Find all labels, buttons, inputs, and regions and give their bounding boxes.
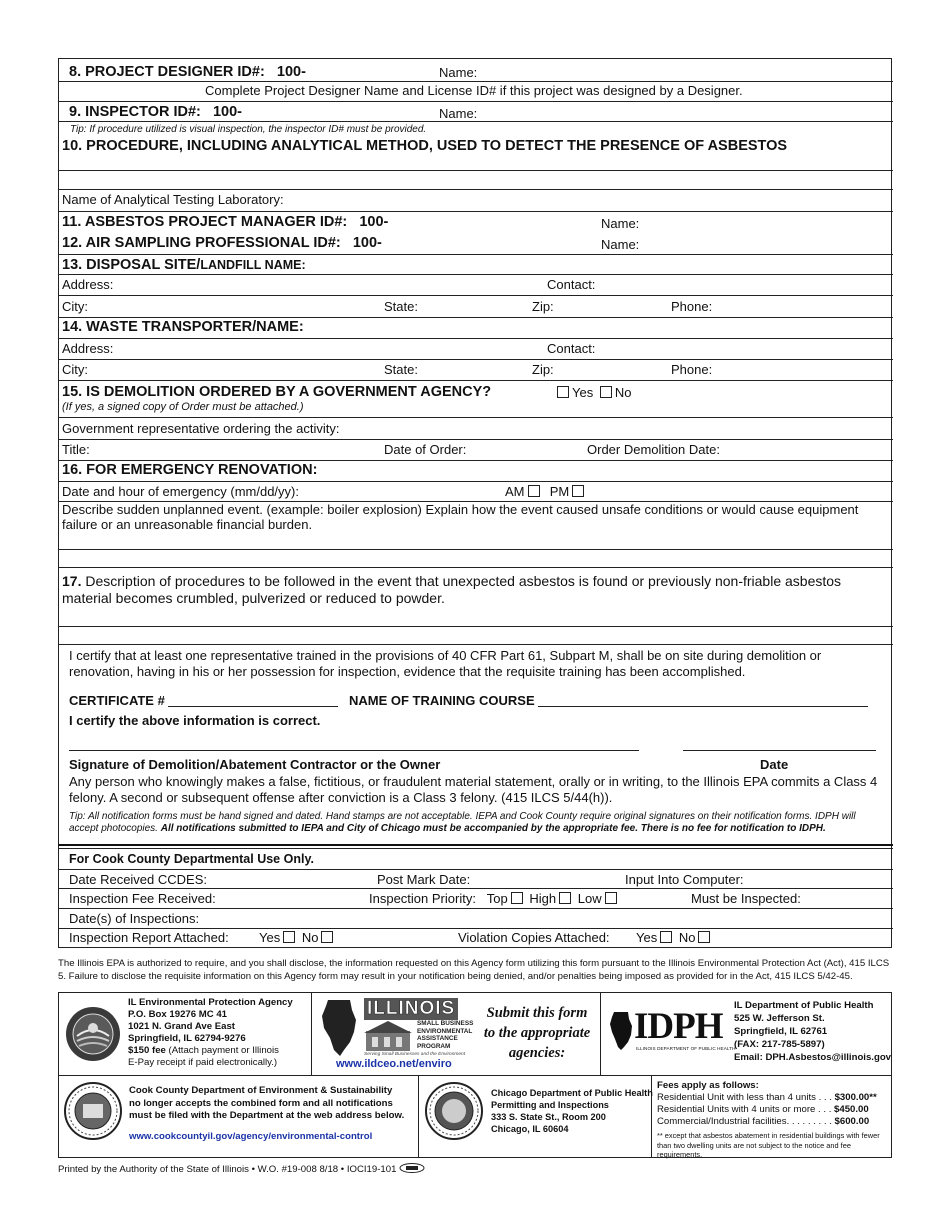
sbeap-link[interactable]: www.ildceo.net/enviro: [336, 1058, 452, 1070]
transporter-state: State:: [384, 362, 418, 377]
disposal-contact: Contact:: [547, 277, 596, 292]
dates-inspections-label: Date(s) of Inspections:: [69, 911, 200, 926]
union-bug-icon: [399, 1163, 425, 1173]
training-course-label: NAME OF TRAINING COURSE: [349, 693, 868, 708]
cook-county-seal-icon: [64, 1082, 122, 1140]
sbeap-logo-text: SMALL BUSINESS ENVIRONMENTAL ASSISTANCE PROGRAM: [417, 1020, 474, 1050]
transporter-zip: Zip:: [532, 362, 554, 377]
air-sampling-label: 12. AIR SAMPLING PROFESSIONAL ID#: 100-: [62, 235, 382, 251]
demolition-ordered-label: 15. IS DEMOLITION ORDERED BY A GOVERNMENT AGENCY?: [62, 384, 492, 400]
post-mark-label: Post Mark Date:: [377, 872, 471, 887]
inspector-tip: Tip: If procedure utilized is visual inspection, the inspector ID# must be provided.: [70, 124, 427, 135]
inspector-id-label: 9. INSPECTOR ID#: 100-: [69, 104, 242, 120]
certify-training-text: I certify that at least one representative trained in the provisions of 40 CFR Part 61, Subpart M, shall be on site during demolition or renovation, having in his or her possession for inspection, evidence that the requisite training has been accomplished.: [69, 648, 822, 679]
building-icon: [364, 1021, 414, 1053]
lab-label: Name of Analytical Testing Laboratory:: [62, 192, 284, 207]
fees-footnote: ** except that asbestos abatement in residential buildings with fewer than two dwelling units are not subject to the notice and fee requirements.: [657, 1131, 880, 1159]
project-manager-name: Name:: [601, 216, 640, 231]
disposal-city: City:: [62, 299, 88, 314]
gov-rep-label: Government representative ordering the activity:: [62, 421, 340, 436]
violation-no-checkbox[interactable]: [698, 931, 710, 943]
iepa-address: IL Environmental Protection Agency P.O. Box 19276 MC 41 1021 N. Grand Ave East Springfield, IL 62794-9276 $150 fee (Attach payment or Illinois E-Pay receipt if paid electronically.): [128, 997, 293, 1068]
date-of-order-label: Date of Order:: [384, 442, 467, 457]
transporter-contact: Contact:: [547, 341, 596, 356]
fees-list: Fees apply as follows: Residential Unit with less than 4 units . . . $300.00** Residential Units with 4 units or more . . . $450.00 Commercial/Industrial facilities. . . . . . . . . $600.00: [657, 1080, 877, 1127]
emergency-renovation-label: 16. FOR EMERGENCY RENOVATION:: [62, 462, 318, 478]
inspector-name-label: Name:: [439, 106, 478, 121]
disposal-phone: Phone:: [671, 299, 713, 314]
demolition-ordered-note: (If yes, a signed copy of Order must be attached.): [62, 401, 304, 413]
certify-correct-text: I certify the above information is correct.: [69, 713, 321, 728]
transporter-city: City:: [62, 362, 88, 377]
disposal-site-label: 13. DISPOSAL SITE/LANDFILL NAME:: [62, 257, 306, 273]
transporter-phone: Phone:: [671, 362, 713, 377]
fee-received-label: Inspection Fee Received:: [69, 891, 216, 906]
emergency-date-label: Date and hour of emergency (mm/dd/yy):: [62, 484, 299, 499]
violation-yes-checkbox[interactable]: [660, 931, 672, 943]
disposal-zip: Zip:: [532, 299, 554, 314]
am-pm-options: AM PM: [505, 484, 587, 499]
no-checkbox[interactable]: [600, 386, 612, 398]
disposal-state: State:: [384, 299, 418, 314]
report-attached-options: Yes No: [259, 930, 336, 945]
felony-warning: Any person who knowingly makes a false, fictitious, or fraudulent material statement, orally or in writing, to the Illinois EPA commits a Class 4 felony. A second or subsequent offense after conviction is a Class 3 felony. (415 ILCS 5/44(h)).: [69, 774, 878, 805]
top-checkbox[interactable]: [511, 892, 523, 904]
am-checkbox[interactable]: [528, 485, 540, 497]
date-label: Date: [760, 757, 789, 772]
sbeap-tagline: Serving Small Businesses and the Environment: [364, 1052, 466, 1057]
chicago-seal-icon: [425, 1082, 483, 1140]
date-received-label: Date Received CCDES:: [69, 872, 207, 887]
signature-tip: Tip: All notification forms must be hand signed and dated. Hand stamps are not acceptable. IEPA and Cook County require original signatures on their notification forms. IDPH will accept photocopies. All notifications submitted to IEPA and City of Chicago must be accompanied by the appropriate fee. There is no fee for notification to IDPH.: [69, 811, 856, 834]
report-yes-checkbox[interactable]: [283, 931, 295, 943]
waste-transporter-label: 14. WASTE TRANSPORTER/NAME:: [62, 319, 304, 335]
unexpected-asbestos-text: 17. Description of procedures to be followed in the event that unexpected asbestos is found or previously non-friable asbestos material becomes crumbled, pulverized or reduced to powder.: [62, 573, 842, 606]
sbeap-logo-title: ILLINOIS: [364, 998, 458, 1020]
demolition-ordered-options: Yes No: [554, 385, 631, 400]
designer-name-label: Name:: [439, 65, 478, 80]
high-checkbox[interactable]: [559, 892, 571, 904]
illinois-state-icon: [320, 998, 362, 1058]
chicago-address: Chicago Department of Public Health Permitting and Inspections 333 S. State St., Room 200 Chicago, IL 60604: [491, 1088, 653, 1134]
certificate-number-field[interactable]: [168, 695, 338, 707]
procedure-heading: 10. PROCEDURE, INCLUDING ANALYTICAL METHOD, USED TO DETECT THE PRESENCE OF ASBESTOS: [62, 138, 788, 154]
print-authority-footer: Printed by the Authority of the State of Illinois • W.O. #19-008 8/18 • IOCI19-101: [58, 1163, 425, 1175]
report-attached-label: Inspection Report Attached:: [69, 930, 229, 945]
idph-logo-subtitle: ILLINOIS DEPARTMENT OF PUBLIC HEALTH: [636, 1046, 736, 1051]
submit-message: Submit this form to the appropriate agencies:: [483, 1005, 591, 1061]
violation-copies-label: Violation Copies Attached:: [458, 930, 610, 945]
disposal-address: Address:: [62, 277, 114, 292]
pm-checkbox[interactable]: [572, 485, 584, 497]
idph-address: IL Department of Public Health 525 W. Jefferson St. Springfield, IL 62761 (FAX: 217-785-5897) Email: DPH.Asbestos@illinois.gov: [734, 1000, 892, 1063]
cook-county-text: Cook County Department of Environment & Sustainability no longer accepts the combined form and all notifications must be filed with the Department at the web address below.: [129, 1085, 405, 1121]
idph-logo: IDPH: [634, 1006, 723, 1047]
inspection-priority-group: Inspection Priority: Top High Low: [369, 891, 620, 906]
order-demolition-date-label: Order Demolition Date:: [587, 442, 720, 457]
disclosure-text: The Illinois EPA is authorized to require, and you shall disclose, the information requested on this Agency form utilizing this form pursuant to the Illinois Environmental Protection Act (Act), 415 ILCS 5. Failure to disclose the requisite information on this Agency form may result in your notification being denied, and/or penalties being imposed as provided for in the Act, 415 ILCS 5/42-45.: [58, 958, 890, 982]
air-sampling-name: Name:: [601, 237, 640, 252]
project-manager-label: 11. ASBESTOS PROJECT MANAGER ID#: 100-: [62, 214, 389, 230]
certificate-number-label: CERTIFICATE #: [69, 693, 338, 708]
title-label: Title:: [62, 442, 90, 457]
describe-event-text: Describe sudden unplanned event. (example: boiler explosion) Explain how the event caused unsafe conditions or would cause equipment failure or an unreasonable financial burden.: [62, 502, 859, 532]
yes-checkbox[interactable]: [557, 386, 569, 398]
idph-state-icon: [609, 1011, 635, 1051]
signature-label: Signature of Demolition/Abatement Contractor or the Owner: [69, 757, 441, 772]
low-checkbox[interactable]: [605, 892, 617, 904]
cook-county-link[interactable]: www.cookcountyil.gov/agency/environmental-control: [129, 1131, 373, 1142]
designer-id-label: 8. PROJECT DESIGNER ID#: 100-: [69, 64, 306, 80]
date-line[interactable]: [683, 750, 876, 751]
report-no-checkbox[interactable]: [321, 931, 333, 943]
training-course-field[interactable]: [538, 695, 868, 707]
iepa-seal-icon: [65, 1006, 121, 1062]
must-inspect-label: Must be Inspected:: [691, 891, 801, 906]
input-computer-label: Input Into Computer:: [625, 872, 744, 887]
departmental-use-header: For Cook County Departmental Use Only.: [69, 852, 314, 866]
signature-line[interactable]: [69, 750, 639, 751]
designer-note: Complete Project Designer Name and License ID# if this project was designed by a Designer.: [205, 83, 743, 98]
violation-options: Yes No: [636, 930, 713, 945]
transporter-address: Address:: [62, 341, 114, 356]
